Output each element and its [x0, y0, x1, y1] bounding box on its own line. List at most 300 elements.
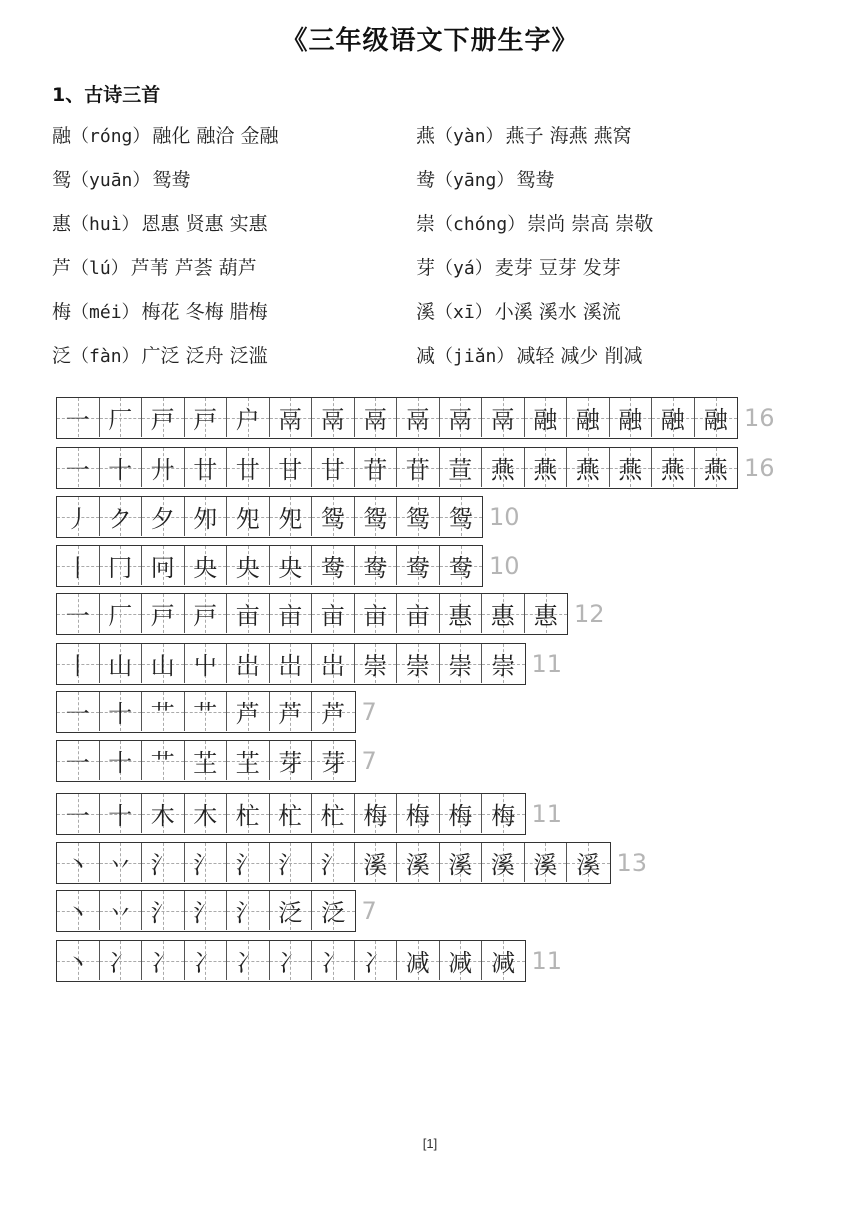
stroke-cell [57, 644, 100, 683]
stroke-grid [56, 496, 483, 538]
stroke-cell [397, 794, 440, 833]
stroke-step: 丶 [65, 851, 90, 879]
stroke-step: 冫 [150, 949, 175, 977]
vocab-entry [416, 212, 653, 237]
stroke-count: 16 [744, 454, 775, 482]
stroke-step: 泛 [278, 899, 303, 927]
stroke-cell [695, 398, 738, 437]
stroke-cell [227, 398, 270, 437]
stroke-cell [185, 941, 228, 980]
stroke-cell [185, 891, 228, 930]
stroke-count: 11 [531, 800, 563, 828]
stroke-step: 廿 [193, 456, 218, 484]
stroke-row-溪 [56, 842, 647, 884]
stroke-cell [185, 644, 228, 683]
stroke-step: 岀 [235, 652, 260, 680]
stroke-cell [142, 644, 185, 683]
stroke-step: 亩 [405, 602, 430, 630]
stroke-step: 冫 [193, 949, 218, 977]
stroke-cell [397, 497, 440, 536]
stroke-step: 鸳 [320, 505, 345, 533]
stroke-step: 央 [235, 554, 260, 582]
stroke-step: 一 [65, 406, 90, 434]
stroke-cell [312, 497, 355, 536]
stroke-grid [56, 890, 356, 932]
stroke-cell [312, 398, 355, 437]
stroke-grid [56, 593, 568, 635]
stroke-cell [525, 843, 568, 882]
stroke-cell [440, 594, 483, 633]
stroke-grid [56, 940, 526, 982]
stroke-step: 融 [703, 406, 728, 434]
stroke-step: 丿 [65, 505, 90, 533]
stroke-step: 惠 [490, 602, 515, 630]
vocab-char: 溪 [416, 301, 436, 323]
stroke-cell [100, 398, 143, 437]
stroke-step: 丷 [108, 851, 133, 879]
stroke-cell [227, 794, 270, 833]
stroke-cell [355, 843, 398, 882]
stroke-cell [270, 594, 313, 633]
stroke-step: 艹 [150, 700, 175, 728]
stroke-cell [57, 741, 100, 780]
vocab-entry [416, 300, 621, 325]
stroke-step: 丷 [108, 899, 133, 927]
vocab-pinyin: （yāng） [435, 170, 515, 191]
stroke-step: 泛 [321, 899, 346, 927]
stroke-cell [440, 794, 483, 833]
stroke-cell [440, 644, 483, 683]
stroke-row-崇 [56, 643, 562, 685]
stroke-step: 央 [278, 554, 303, 582]
stroke-grid [56, 447, 738, 489]
stroke-cell [57, 794, 100, 833]
stroke-cell [57, 594, 100, 633]
stroke-cell [227, 497, 270, 536]
stroke-cell [355, 594, 398, 633]
vocab-pinyin: （huì） [71, 214, 140, 235]
vocab-words: 梅花 冬梅 腊梅 [141, 301, 268, 323]
stroke-step: 廿 [235, 456, 260, 484]
stroke-step: 氵 [150, 851, 175, 879]
stroke-cell [355, 448, 398, 487]
stroke-step: 冫 [235, 949, 260, 977]
stroke-cell [142, 891, 185, 930]
vocab-words: 融化 融洽 金融 [152, 125, 279, 147]
stroke-step: 亩 [235, 602, 260, 630]
stroke-cell [270, 546, 313, 585]
stroke-cell [227, 448, 270, 487]
stroke-cell [142, 497, 185, 536]
stroke-step: 亩 [363, 602, 388, 630]
stroke-grid [56, 545, 483, 587]
stroke-step: 梅 [448, 802, 473, 830]
stroke-step: 梅 [363, 802, 388, 830]
stroke-grid [56, 842, 611, 884]
stroke-step: 融 [660, 406, 685, 434]
vocab-words: 燕子 海燕 燕窝 [505, 125, 632, 147]
stroke-count: 12 [574, 600, 605, 628]
stroke-cell [610, 448, 653, 487]
stroke-step: 夘 [193, 505, 218, 533]
stroke-step: 十 [108, 700, 133, 728]
stroke-grid [56, 691, 356, 733]
stroke-cell [525, 448, 568, 487]
page-title: 《三年级语文下册生字》 [281, 26, 579, 56]
stroke-cell [142, 448, 185, 487]
stroke-step: 崇 [448, 652, 473, 680]
stroke-step: 鬲 [320, 406, 345, 434]
stroke-cell [57, 692, 100, 731]
stroke-step: 溪 [576, 851, 601, 879]
stroke-step: 冫 [278, 949, 303, 977]
stroke-cell [100, 941, 143, 980]
stroke-step: 鸯 [320, 554, 345, 582]
stroke-step: 鸳 [405, 505, 430, 533]
stroke-step: 芦 [278, 700, 303, 728]
stroke-step: 山 [108, 652, 133, 680]
stroke-step: 氵 [235, 851, 260, 879]
stroke-step: 一 [65, 749, 90, 777]
stroke-cell [440, 941, 483, 980]
stroke-cell [312, 448, 355, 487]
stroke-step: 十 [108, 456, 133, 484]
stroke-count: 10 [489, 503, 520, 531]
stroke-step: 鸳 [448, 505, 473, 533]
stroke-cell [100, 843, 143, 882]
vocab-char: 泛 [52, 345, 72, 367]
stroke-cell [355, 794, 398, 833]
stroke-step: 丶 [65, 949, 90, 977]
stroke-cell [312, 741, 355, 780]
vocab-char: 惠 [52, 213, 72, 235]
stroke-step: 杧 [320, 802, 345, 830]
stroke-step: 溪 [533, 851, 558, 879]
stroke-step: 木 [193, 802, 218, 830]
vocab-pinyin: （méi） [71, 302, 140, 323]
vocab-char: 融 [52, 125, 72, 147]
stroke-grid [56, 397, 738, 439]
stroke-step: 崇 [405, 652, 430, 680]
vocab-pinyin: （jiǎn） [435, 346, 515, 367]
stroke-row-梅 [56, 793, 562, 835]
stroke-step: 燕 [490, 456, 515, 484]
stroke-cell [142, 398, 185, 437]
stroke-step: 鬲 [363, 406, 388, 434]
stroke-step: 融 [533, 406, 558, 434]
stroke-cell [100, 644, 143, 683]
stroke-cell [270, 692, 313, 731]
stroke-step: 戸 [193, 406, 218, 434]
stroke-step: 岀 [278, 652, 303, 680]
stroke-cell [355, 398, 398, 437]
stroke-step: 崇 [363, 652, 388, 680]
stroke-step: 戸 [193, 602, 218, 630]
stroke-cell [397, 546, 440, 585]
stroke-step: 燕 [575, 456, 600, 484]
stroke-cell [142, 741, 185, 780]
vocab-entry [416, 256, 621, 281]
stroke-count: 16 [744, 404, 775, 432]
vocab-entry [52, 256, 257, 281]
stroke-step: 芽 [278, 749, 303, 777]
stroke-step: 芽 [321, 749, 346, 777]
stroke-cell [270, 794, 313, 833]
stroke-cell [610, 398, 653, 437]
stroke-step: 十 [108, 749, 133, 777]
stroke-cell [440, 398, 483, 437]
stroke-step: 山 [150, 652, 175, 680]
stroke-cell [57, 546, 100, 585]
stroke-step: 燕 [703, 456, 728, 484]
stroke-cell [270, 891, 313, 930]
stroke-cell [312, 794, 355, 833]
stroke-cell [567, 448, 610, 487]
stroke-cell [227, 594, 270, 633]
stroke-row-惠 [56, 593, 605, 635]
vocab-pinyin: （yá） [435, 258, 493, 279]
stroke-cell [142, 594, 185, 633]
vocab-pinyin: （chóng） [435, 214, 526, 235]
stroke-cell [355, 644, 398, 683]
stroke-cell [185, 594, 228, 633]
stroke-step: 燕 [533, 456, 558, 484]
stroke-step: 燕 [660, 456, 685, 484]
stroke-step: 芦 [321, 700, 346, 728]
vocab-entry [52, 168, 190, 193]
stroke-step: 戸 [150, 406, 175, 434]
stroke-cell [482, 594, 525, 633]
stroke-step: 丨 [65, 554, 90, 582]
stroke-step: 丶 [65, 899, 90, 927]
vocab-words: 鸳鸯 [516, 169, 555, 191]
stroke-row-融 [56, 397, 775, 439]
stroke-cell [482, 398, 525, 437]
stroke-step: 惠 [533, 602, 558, 630]
stroke-cell [567, 398, 610, 437]
stroke-cell [100, 891, 143, 930]
vocab-char: 梅 [52, 301, 72, 323]
stroke-step: 芏 [235, 749, 260, 777]
stroke-cell [227, 692, 270, 731]
vocab-char: 减 [416, 345, 436, 367]
stroke-count: 11 [531, 650, 563, 678]
stroke-cell [142, 546, 185, 585]
vocab-char: 芦 [52, 257, 72, 279]
stroke-step: 荁 [448, 456, 473, 484]
stroke-cell [185, 398, 228, 437]
stroke-count: 10 [489, 552, 520, 580]
stroke-step: 一 [65, 700, 90, 728]
stroke-step: 夗 [235, 505, 260, 533]
stroke-cell [312, 891, 355, 930]
stroke-cell [100, 741, 143, 780]
stroke-cell [142, 692, 185, 731]
stroke-step: 氵 [150, 899, 175, 927]
stroke-cell [185, 692, 228, 731]
stroke-row-鸯 [56, 545, 520, 587]
stroke-count: 7 [361, 747, 377, 775]
stroke-step: 氵 [278, 851, 303, 879]
stroke-cell [312, 692, 355, 731]
stroke-step: 苷 [363, 456, 388, 484]
stroke-step: 冋 [150, 554, 175, 582]
stroke-cell [100, 594, 143, 633]
stroke-step: 溪 [490, 851, 515, 879]
section-heading: 1、古诗三首 [52, 84, 161, 106]
stroke-step: 央 [193, 554, 218, 582]
vocab-entry [52, 300, 268, 325]
stroke-cell [185, 497, 228, 536]
stroke-cell [57, 497, 100, 536]
stroke-step: 丨 [65, 652, 90, 680]
stroke-grid [56, 643, 526, 685]
stroke-step: 鬲 [278, 406, 303, 434]
vocab-words: 鸳鸯 [152, 169, 191, 191]
stroke-step: 减 [491, 949, 516, 977]
stroke-cell [270, 448, 313, 487]
vocab-entry [52, 212, 268, 237]
vocab-pinyin: （róng） [71, 126, 151, 147]
stroke-cell [227, 843, 270, 882]
stroke-cell [227, 644, 270, 683]
stroke-step: 溪 [448, 851, 473, 879]
stroke-cell [312, 594, 355, 633]
stroke-count: 7 [361, 897, 377, 925]
vocab-char: 芽 [416, 257, 436, 279]
stroke-cell [695, 448, 738, 487]
stroke-cell [227, 891, 270, 930]
stroke-cell [440, 546, 483, 585]
vocab-words: 崇尚 崇高 崇敬 [527, 213, 654, 235]
stroke-cell [440, 497, 483, 536]
stroke-cell [270, 741, 313, 780]
stroke-cell [227, 546, 270, 585]
stroke-cell [482, 794, 525, 833]
stroke-step: 厂 [108, 406, 133, 434]
stroke-cell [270, 941, 313, 980]
stroke-step: 梅 [491, 802, 516, 830]
stroke-step: 减 [448, 949, 473, 977]
stroke-cell [567, 843, 610, 882]
vocab-words: 广泛 泛舟 泛滥 [141, 345, 268, 367]
stroke-cell [57, 891, 100, 930]
stroke-step: 氵 [193, 851, 218, 879]
vocab-entry [416, 344, 642, 369]
stroke-cell [440, 843, 483, 882]
vocab-entry [52, 344, 268, 369]
stroke-step: 屮 [193, 652, 218, 680]
stroke-cell [100, 794, 143, 833]
stroke-row-泛 [56, 890, 377, 932]
stroke-cell [482, 843, 525, 882]
stroke-cell [312, 644, 355, 683]
stroke-cell [185, 843, 228, 882]
stroke-cell [142, 941, 185, 980]
stroke-cell [312, 546, 355, 585]
stroke-cell [355, 941, 398, 980]
stroke-step: 廾 [150, 456, 175, 484]
stroke-cell [100, 692, 143, 731]
vocab-words: 小溪 溪水 溪流 [494, 301, 621, 323]
vocab-entry [416, 168, 554, 193]
stroke-row-鸳 [56, 496, 520, 538]
stroke-step: 鸯 [363, 554, 388, 582]
stroke-step: 冫 [363, 949, 388, 977]
stroke-cell [185, 794, 228, 833]
stroke-step: 融 [618, 406, 643, 434]
stroke-cell [57, 448, 100, 487]
stroke-step: ク [108, 505, 133, 533]
stroke-step: 户 [235, 406, 260, 434]
stroke-step: 惠 [448, 602, 473, 630]
stroke-count: 7 [361, 698, 377, 726]
stroke-step: 甘 [278, 456, 303, 484]
stroke-cell [185, 741, 228, 780]
stroke-step: 芦 [235, 700, 260, 728]
stroke-step: 鬲 [448, 406, 473, 434]
stroke-step: 夕 [150, 505, 175, 533]
stroke-cell [397, 644, 440, 683]
stroke-step: 氵 [320, 851, 345, 879]
vocab-words: 芦苇 芦荟 葫芦 [130, 257, 257, 279]
stroke-step: 岀 [320, 652, 345, 680]
vocab-words: 麦芽 豆芽 发芽 [494, 257, 621, 279]
stroke-count: 13 [616, 849, 648, 877]
vocab-char: 鸯 [416, 169, 436, 191]
stroke-cell [100, 448, 143, 487]
stroke-step: 亩 [278, 602, 303, 630]
stroke-step: 梅 [405, 802, 430, 830]
stroke-step: 芏 [193, 749, 218, 777]
stroke-step: 崇 [491, 652, 516, 680]
stroke-row-减 [56, 940, 562, 982]
stroke-step: 溪 [405, 851, 430, 879]
stroke-cell [142, 843, 185, 882]
stroke-step: 艹 [150, 749, 175, 777]
stroke-cell [185, 546, 228, 585]
vocab-entry [416, 124, 632, 149]
stroke-step: 甘 [320, 456, 345, 484]
stroke-cell [100, 546, 143, 585]
stroke-cell [355, 497, 398, 536]
stroke-step: 鸯 [405, 554, 430, 582]
vocab-char: 鸳 [52, 169, 72, 191]
stroke-step: 冂 [108, 554, 133, 582]
stroke-cell [270, 843, 313, 882]
vocab-pinyin: （yàn） [435, 126, 504, 147]
stroke-cell [440, 448, 483, 487]
stroke-step: 冫 [108, 949, 133, 977]
vocab-pinyin: （yuān） [71, 170, 151, 191]
stroke-step: 减 [405, 949, 430, 977]
stroke-cell [525, 398, 568, 437]
stroke-step: 溪 [363, 851, 388, 879]
stroke-cell [100, 497, 143, 536]
vocab-char: 燕 [416, 125, 436, 147]
stroke-step: 亩 [320, 602, 345, 630]
stroke-step: 夗 [278, 505, 303, 533]
stroke-step: 一 [65, 802, 90, 830]
stroke-cell [397, 941, 440, 980]
vocab-pinyin: （fàn） [71, 346, 140, 367]
stroke-cell [355, 546, 398, 585]
vocab-words: 减轻 减少 削减 [516, 345, 643, 367]
stroke-count: 11 [531, 947, 563, 975]
stroke-cell [397, 448, 440, 487]
stroke-step: 艹 [193, 700, 218, 728]
vocab-char: 崇 [416, 213, 436, 235]
